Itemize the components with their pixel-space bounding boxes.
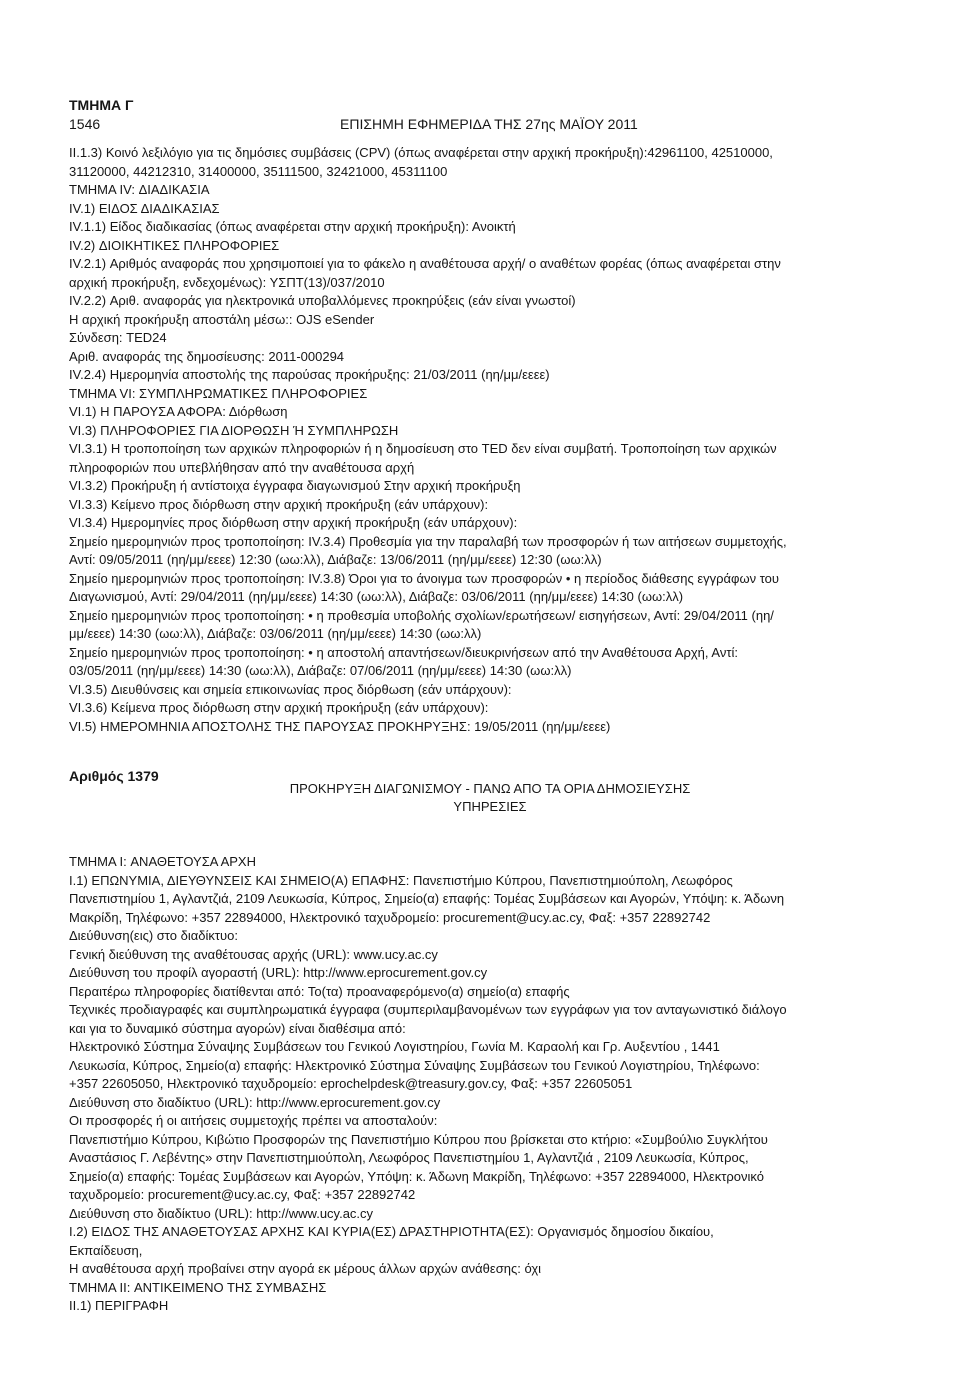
text-line: 03/05/2011 (ηη/μμ/εεεε) 14:30 (ωω:λλ), Διάβαζε: 07/06/2011 (ηη/μμ/εεεε) 14:30 (ωω:λλ) — [69, 663, 572, 678]
text-line: VI.1) Η ΠΑΡΟΥΣΑ ΑΦΟΡΑ: Διόρθωση — [69, 404, 288, 419]
text-line: IV.1.1) Είδος διαδικασίας (όπως αναφέρεται στην αρχική προκήρυξη): Ανοικτή — [69, 219, 516, 234]
text-line: I.1) ΕΠΩΝΥΜΙΑ, ΔΙΕΥΘΥΝΣΕΙΣ ΚΑΙ ΣΗΜΕΙΟ(Α) ΕΠΑΦΗΣ: Πανεπιστήμιο Κύπρου, Πανεπιστημιούπολη, Λεωφόρος — [69, 872, 733, 888]
notice-title-line: ΥΠΗΡΕΣΙΕΣ — [453, 799, 527, 814]
page-number: 1546 — [69, 116, 101, 132]
text-line: VI.3) ΠΛΗΡΟΦΟΡΙΕΣ ΓΙΑ ΔΙΟΡΘΩΣΗ Ή ΣΥΜΠΛΗΡΩΣΗ — [69, 422, 399, 438]
notice-title-line: ΠΡΟΚΗΡΥΞΗ ΔΙΑΓΩΝΙΣΜΟΥ - ΠΑΝΩ ΑΠΟ ΤΑ ΟΡΙΑ ΔΗΜΟΣΙΕΥΣΗΣ — [289, 781, 691, 796]
text-line: Σημείο ημερομηνιών προς τροποποίηση: • η αποστολή απαντήσεων/διευκρινήσεων από την Αναθέτουσα Αρχή, Αντί: — [69, 644, 738, 660]
text-line: Διεύθυνση(εις) στο διαδίκτυο: — [69, 928, 238, 943]
text-line: IV.2.4) Ημερομηνία αποστολής της παρούσας προκήρυξης: 21/03/2011 (ηη/μμ/εεεε) — [69, 367, 550, 382]
text-line: Μακρίδη, Τηλέφωνο: +357 22894000, Ηλεκτρονικό ταχυδρομείο: procurement@ucy.ac.cy, Φαξ: +357 22892742 — [69, 909, 711, 925]
text-line: Διεύθυνση στο διαδίκτυο (URL): http://www.eprocurement.gov.cy — [69, 1094, 441, 1110]
text-line: II.1) ΠΕΡΙΓΡΑΦΗ — [69, 1298, 169, 1313]
text-line: Πανεπιστήμιο Κύπρου, Κιβώτιο Προσφορών της Πανεπιστήμιο Κύπρου που βρίσκεται στο κτήριο: «Συμβούλιο Συγκλήτου — [69, 1131, 768, 1147]
text-line: 31120000, 44212310, 31400000, 35111500, 32421000, 45311100 — [69, 163, 448, 179]
text-line: πληροφοριών που υπεβλήθησαν από την αναθέτουσα αρχή — [69, 459, 415, 475]
text-line: Τεχνικές προδιαγραφές και συμπληρωματικά έγγραφα (συμπεριλαμβανομένων των εγγράφων για τον ανταγωνιστικό διάλογο — [69, 1002, 787, 1017]
text-line: IV.1) ΕΙΔΟΣ ΔΙΑΔΙΚΑΣΙΑΣ — [69, 200, 220, 216]
section-heading: ΤΜΗΜΑ Γ — [69, 97, 134, 113]
gazette-title: ΕΠΙΣΗΜΗ ΕΦΗΜΕΡΙΔΑ ΤΗΣ 27ης ΜΑΪΟΥ 2011 — [340, 116, 638, 132]
text-line: ΤΜΗΜΑ II: ΑΝΤΙΚΕΙΜΕΝΟ ΤΗΣ ΣΥΜΒΑΣΗΣ — [69, 1279, 327, 1295]
text-line: ΤΜΗΜΑ VI: ΣΥΜΠΛΗΡΩΜΑΤΙΚΕΣ ΠΛΗΡΟΦΟΡΙΕΣ — [69, 385, 368, 401]
text-line: ταχυδρομείο: procurement@ucy.ac.cy, Φαξ: +357 22892742 — [69, 1187, 416, 1202]
text-line: VI.3.2) Προκήρυξη ή αντίστοιχα έγγραφα διαγωνισμού Στην αρχική προκήρυξη — [69, 478, 521, 493]
text-line: Διαγωνισμού, Αντί: 29/04/2011 (ηη/μμ/εεεε) 14:30 (ωω:λλ), Διάβαζε: 03/06/2011 (ηη/μμ/εεεε) 14:30 (ωω:λλ) — [69, 589, 684, 604]
text-line: Λευκωσία, Κύπρος, Σημείο(α) επαφής: Ηλεκτρονικό Σύστημα Σύναψης Συμβάσεων του Γενικού Λογιστηρίου, Τηλέφωνο: — [69, 1057, 760, 1073]
notice-title — [200, 780, 780, 816]
text-line: Σύνδεση: TED24 — [69, 330, 167, 345]
text-line: Διεύθυνση του προφίλ αγοραστή (URL): http://www.eprocurement.gov.cy — [69, 965, 488, 980]
text-line: VI.3.6) Κείμενα προς διόρθωση στην αρχική προκήρυξη (εάν υπάρχουν): — [69, 700, 489, 715]
text-line: Σημείο(α) επαφής: Τομέας Συμβάσεων και Αγορών, Υπόψη: κ. Άδωνη Μακρίδη, Τηλέφωνο: +357 22894000, Ηλεκτρονικό — [69, 1168, 764, 1184]
text-line: VI.3.5) Διευθύνσεις και σημεία επικοινωνίας προς διόρθωση (εάν υπάρχουν): — [69, 681, 512, 697]
text-line: I.2) ΕΙΔΟΣ ΤΗΣ ΑΝΑΘΕΤΟΥΣΑΣ ΑΡΧΗΣ ΚΑΙ ΚΥΡΙΑ(ΕΣ) ΔΡΑΣΤΗΡΙΟΤΗΤΑ(ΕΣ): Οργανισμός δημοσίου δικαίου, — [69, 1224, 714, 1239]
text-line: Οι προσφορές ή οι αιτήσεις συμμετοχής πρέπει να αποσταλούν: — [69, 1113, 438, 1128]
text-line: IV.2.1) Αριθμός αναφοράς που χρησιμοποιεί για το φάκελο η αναθέτουσα αρχή/ ο αναθέτων φορέας (όπως αναφέρεται στην — [69, 256, 781, 271]
text-line: Πανεπιστημίου 1, Αγλαντζιά, 2109 Λευκωσία, Κύπρος, Σημείο(α) επαφής: Τομέας Συμβάσεων και Αγορών, Υπόψη: κ. Άδωνη — [69, 891, 785, 906]
text-line: Σημείο ημερομηνιών προς τροποποίηση: • η προθεσμία υποβολής σχολίων/ερωτήσεων/ εισηγήσεων, Αντί: 29/04/2011 (ηη/ — [69, 607, 774, 623]
text-line: ΤΜΗΜΑ IV: ΔΙΑΔΙΚΑΣΙΑ — [69, 182, 210, 197]
text-line: αρχική προκήρυξη, ενδεχομένως): ΥΣΠΤ(13)/037/2010 — [69, 274, 385, 290]
text-line: Αντί: 09/05/2011 (ηη/μμ/εεεε) 12:30 (ωω:λλ), Διάβαζε: 13/06/2011 (ηη/μμ/εεεε) 12:30 (ωω:λλ) — [69, 552, 602, 567]
text-line: Η αρχική προκήρυξη αποστάλη μέσω:: OJS eSender — [69, 311, 375, 327]
text-line: Διεύθυνση στο διαδίκτυο (URL): http://www.ucy.ac.cy — [69, 1205, 374, 1221]
correction-notice-body — [69, 144, 901, 736]
text-line: και για το δυναμικό σύστημα αγορών) είναι διαθέσιμα από: — [69, 1020, 406, 1036]
text-line: VI.3.3) Κείμενο προς διόρθωση στην αρχική προκήρυξη (εάν υπάρχουν): — [69, 496, 489, 512]
text-line: VI.3.4) Ημερομηνίες προς διόρθωση στην αρχική προκήρυξη (εάν υπάρχουν): — [69, 515, 518, 530]
text-line: Περαιτέρω πληροφορίες διατίθενται από: Το(τα) προαναφερόμενο(α) σημείο(α) επαφής — [69, 983, 570, 999]
text-line: +357 22605050, Ηλεκτρονικό ταχυδρομείο: eprochelpdesk@treasury.gov.cy, Φαξ: +357 22605051 — [69, 1076, 633, 1091]
text-line: Σημείο ημερομηνιών προς τροποποίηση: IV.3.4) Προθεσμία για την παραλαβή των προσφορών ή των αιτήσεων συμμετοχής, — [69, 533, 787, 549]
text-line: II.1.3) Κοινό λεξιλόγιο για τις δημόσιες συμβάσεις (CPV) (όπως αναφέρεται στην αρχική προκήρυξη):42961100, 42510000, — [69, 145, 773, 160]
text-line: Αναστάσιος Γ. Λεβέντης» στην Πανεπιστημιούπολη, Λεωφόρος Πανεπιστημίου 1, Αγλαντζιά , 2109 Λευκωσία, Κύπρος, — [69, 1150, 749, 1165]
text-line: Ηλεκτρονικό Σύστημα Σύναψης Συμβάσεων του Γενικού Λογιστηρίου, Γωνία Μ. Καραολή και Γρ. Αυξεντίου , 1441 — [69, 1039, 720, 1054]
text-line: VI.5) ΗΜΕΡΟΜΗΝΙΑ ΑΠΟΣΤΟΛΗΣ ΤΗΣ ΠΑΡΟΥΣΑΣ ΠΡΟΚΗΡΥΞΗΣ: 19/05/2011 (ηη/μμ/εεεε) — [69, 718, 611, 734]
text-line: Η αναθέτουσα αρχή προβαίνει στην αγορά εκ μέρους άλλων αρχών ανάθεσης: όχι — [69, 1261, 542, 1276]
text-line: Σημείο ημερομηνιών προς τροποποίηση: IV.3.8) Όροι για το άνοιγμα των προσφορών • η περίοδος διάθεσης εγγράφων του — [69, 570, 780, 586]
contract-notice-body — [69, 853, 901, 1316]
text-line: μμ/εεεε) 14:30 (ωω:λλ), Διάβαζε: 03/06/2011 (ηη/μμ/εεεε) 14:30 (ωω:λλ) — [69, 626, 482, 641]
text-line: VI.3.1) Η τροποποίηση των αρχικών πληροφοριών ή η δημοσίευση στο TED δεν είναι συμβατή. Τροποποίηση των αρχικών — [69, 441, 777, 456]
text-line: Αριθ. αναφοράς της δημοσίευσης: 2011-000294 — [69, 348, 345, 364]
text-line: Εκπαίδευση, — [69, 1242, 143, 1258]
text-line: Γενική διεύθυνση της αναθέτουσας αρχής (URL): www.ucy.ac.cy — [69, 946, 438, 962]
text-line: IV.2) ΔΙΟΙΚΗΤΙΚΕΣ ΠΛΗΡΟΦΟΡΙΕΣ — [69, 237, 280, 253]
text-line: IV.2.2) Αριθ. αναφοράς για ηλεκτρονικά υποβαλλόμενες προκηρύξεις (εάν είναι γνωστοί) — [69, 293, 576, 308]
text-line: ΤΜΗΜΑ I: ΑΝΑΘΕΤΟΥΣΑ ΑΡΧΗ — [69, 854, 256, 869]
notice-number: Αριθμός 1379 — [69, 768, 159, 784]
